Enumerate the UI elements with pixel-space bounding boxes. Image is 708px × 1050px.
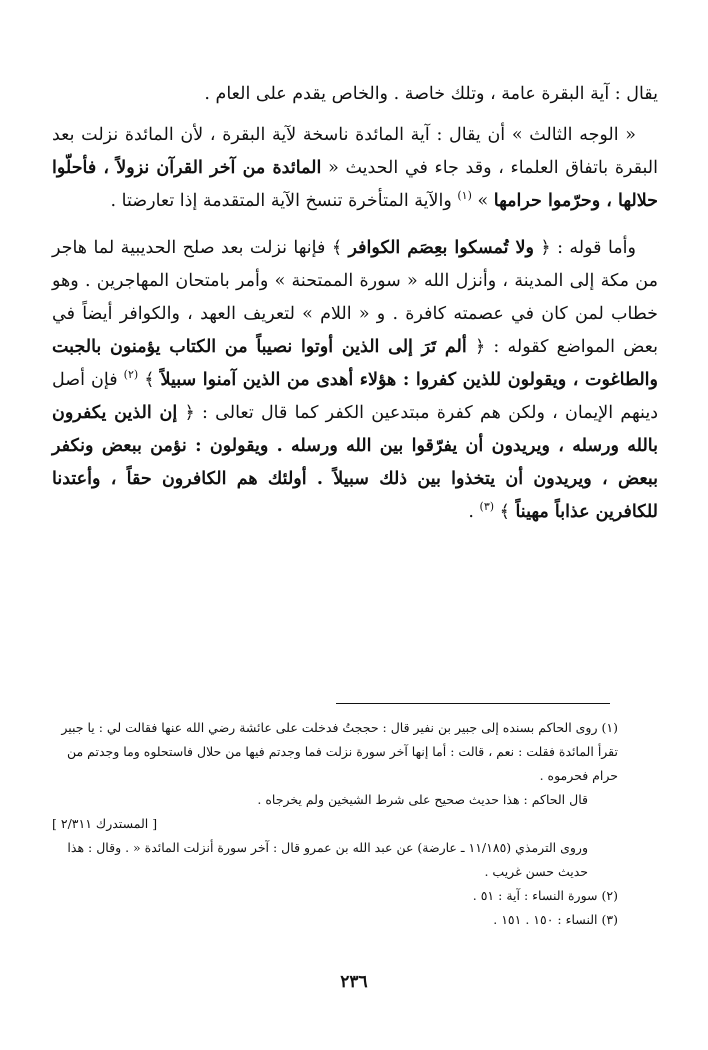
verse-2: ألم تَرَ إلى الذين أوتوا نصيباً من الكتاب يؤمنون بالجبت والطاغوت ، ويقولون للذين كفروا : هؤلاء أهدى من الذين آمنوا سبيلاً — [52, 337, 658, 390]
footnote-3-number: (٣) — [601, 912, 618, 927]
footnote-2 — [52, 884, 618, 908]
paragraph-3 — [52, 232, 658, 529]
footnote-2-text: سورة النساء : آية : ٥١ . — [472, 888, 598, 903]
verse-3: إن الذين يكفرون بالله ورسله ، ويريدون أن يفرّقوا بين الله ورسله . ويقولون : نؤمن ببعض ونكفر ببعض ، ويريدون أن يتخذوا بين ذلك سبيلاً . أولئك هم الكافرون حقاً ، وأعتدنا للكافرين عذاباً مهيناً — [52, 403, 658, 522]
paragraph-3-intro: وأما قوله : ﴿ — [540, 238, 636, 258]
paragraph-3-part-f: فإن أصل دينهم الإيمان ، ولكن هم كفرة مبتدعين الكفر كما قال تعالى : ﴿ — [52, 370, 658, 423]
paragraph-2-intro: « الوجه الثالث » أن يقال : آية المائدة ناسخة لآية البقرة ، لأن المائدة نزلت بعد البقرة باتفاق العلماء ، وقد جاء في الحديث « — [52, 125, 658, 178]
quote-close: » — [477, 191, 489, 211]
footnote-divider — [336, 703, 610, 704]
page-number: ٢٣٦ — [340, 972, 368, 992]
footnote-1-source: [ المستدرك ٢/٣١١ ] — [52, 816, 158, 831]
footnote-1-text: روى الحاكم بسنده إلى جبير بن نفير قال : حججتُ فدخلت على عائشة رضي الله عنها فقالت لي : يا جبير تقرأ المائدة فقلت : نعم ، قالت : أما إنها آخر سورة نزلت فما وجدتم فيها من حلال فاستحلوه وما وجدتم من حرام فحرموه . — [61, 720, 618, 783]
footnote-ref-3: (٣) — [479, 500, 495, 514]
paragraph-1 — [52, 78, 658, 111]
footnotes — [52, 716, 618, 932]
footnote-1-number: (١) — [601, 720, 618, 735]
verse-1: ولا تُمسكوا بعِصَم الكوافر — [348, 238, 534, 258]
verse-3-close: ﴾ — [499, 502, 510, 522]
paragraph-2 — [52, 119, 658, 218]
footnote-2-number: (٢) — [601, 888, 618, 903]
footnote-3-text: النساء : ١٥٠ . ١٥١ . — [493, 912, 598, 927]
footnote-1-tirmidhi: وروى الترمذي (١١/١٨٥ ـ عارضة) عن عبد الله بن عمرو قال : آخر سورة أنزلت المائدة « . وقال : هذا حديث حسن غريب . — [67, 840, 588, 879]
paragraph-3-end: . — [468, 502, 474, 522]
footnote-1-hakim: قال الحاكم : هذا حديث صحيح على شرط الشيخين ولم يخرجاه . — [257, 792, 588, 807]
footnote-3 — [52, 908, 618, 932]
hadith-quote: المائدة من آخر القرآن نزولاً ، فأحلّوا حلالها ، وحرّموا حرامها — [52, 158, 658, 211]
paragraph-1-text: يقال : آية البقرة عامة ، وتلك خاصة . والخاص يقدم على العام . — [204, 84, 658, 104]
footnote-1 — [52, 716, 618, 788]
main-text — [52, 78, 658, 529]
paragraph-3-part-c: ﴾ فإنها نزلت بعد صلح الحديبية لما هاجر من مكة إلى المدينة ، وأنزل الله « سورة الممتحنة » وأمر بامتحان المهاجرين . وهو خطاب لمن كان في عصمته كافرة . و « اللام » لتعريف العهد ، والكوافر أيضاً في بعض المواضع كقوله : ﴿ — [52, 238, 658, 357]
verse-2-close: ﴾ — [144, 370, 155, 390]
footnote-ref-1: (١) — [457, 189, 472, 203]
paragraph-2-rest: والآية المتأخرة تنسخ الآية المتقدمة إذا تعارضتا . — [110, 191, 452, 211]
footnote-ref-2: (٢) — [123, 368, 139, 382]
